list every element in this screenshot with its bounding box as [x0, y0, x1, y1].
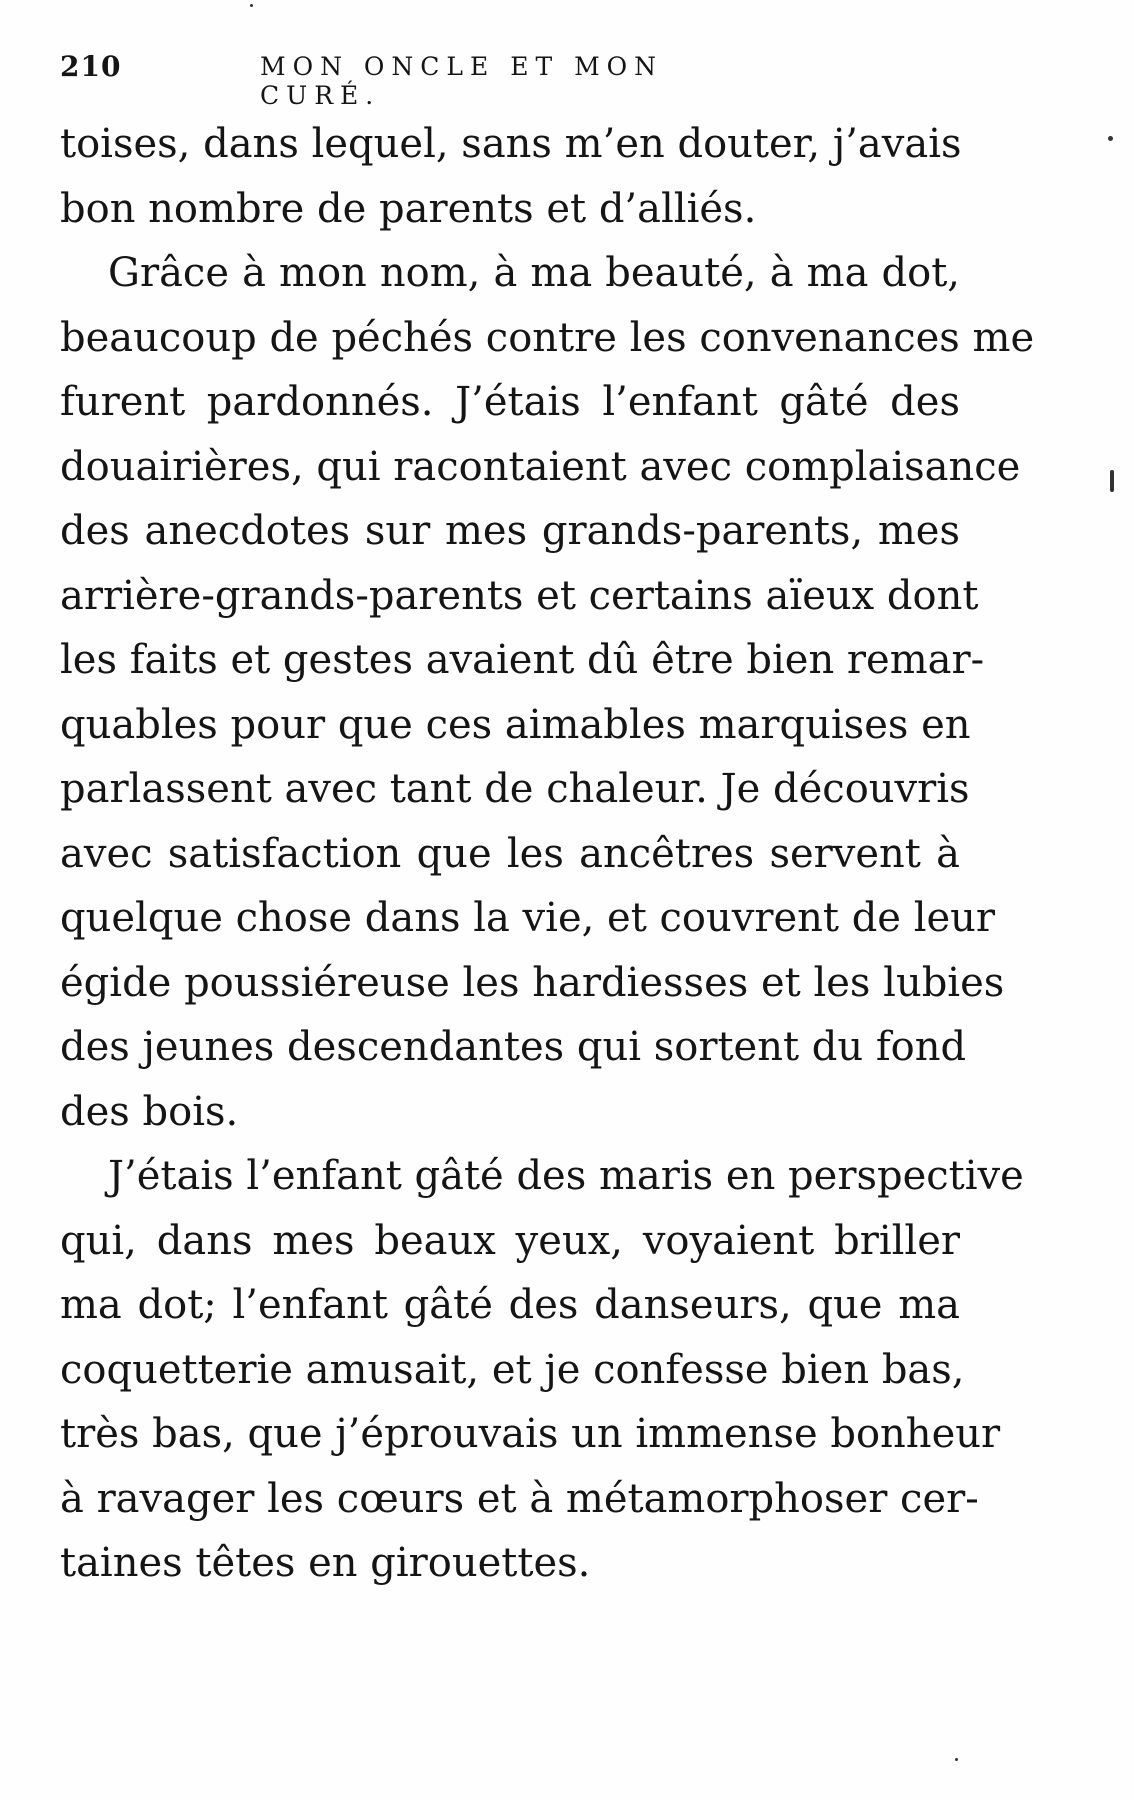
scan-speck	[1110, 470, 1114, 492]
body-text	[60, 112, 1035, 1596]
text-line: douairières, qui racontaient avec complaisance	[60, 443, 1021, 490]
text-line: des jeunes descendantes qui sortent du fond	[60, 1024, 967, 1070]
paragraph-start-line: Grâce à mon nom, à ma beauté, à ma dot,	[108, 250, 960, 296]
text-line: à ravager les cœurs et à métamorphoser cer-	[60, 1475, 979, 1522]
text-line: qui, dans mes beaux yeux, voyaient briller	[60, 1217, 960, 1264]
text-line: furent pardonnés. J’étais l’enfant gâté des	[60, 379, 960, 425]
text-line: arrière-grands-parents et certains aïeux dont	[60, 572, 979, 619]
scan-speck	[250, 4, 253, 7]
running-head	[60, 50, 760, 110]
text-line: les faits et gestes avaient dû être bien remar-	[60, 637, 985, 683]
paragraph-start-line: J’étais l’enfant gâté des maris en perspective	[108, 1153, 1024, 1199]
text-line: parlassent avec tant de chaleur. Je découvris	[60, 766, 970, 812]
text-line: des bois.	[60, 1088, 239, 1135]
text-line: quelque chose dans la vie, et couvrent de leur	[60, 895, 996, 941]
text-line: quables pour que ces aimables marquises en	[60, 701, 971, 748]
text-line: avec satisfaction que les ancêtres servent à	[60, 830, 960, 877]
scan-speck	[1108, 136, 1113, 141]
text-line: des anecdotes sur mes grands-parents, mes	[60, 508, 960, 554]
text-line: égide poussiéreuse les hardiesses et les lubies	[60, 959, 1005, 1006]
text-line: très bas, que j’éprouvais un immense bonheur	[60, 1411, 1001, 1457]
text-line: beaucoup de péchés contre les convenances me	[60, 314, 1035, 361]
text-line: ma dot; l’enfant gâté des danseurs, que ma	[60, 1282, 960, 1328]
page-number: 210	[60, 50, 122, 83]
scan-speck	[955, 1758, 958, 1761]
running-title: MON ONCLE ET MON CURÉ.	[260, 52, 664, 110]
text-line: bon nombre de parents et d’alliés.	[60, 185, 757, 232]
text-line: coquetterie amusait, et je confesse bien bas,	[60, 1346, 965, 1393]
text-line: taines têtes en girouettes.	[60, 1540, 591, 1586]
text-line: toises, dans lequel, sans m’en douter, j’avais	[60, 121, 962, 167]
